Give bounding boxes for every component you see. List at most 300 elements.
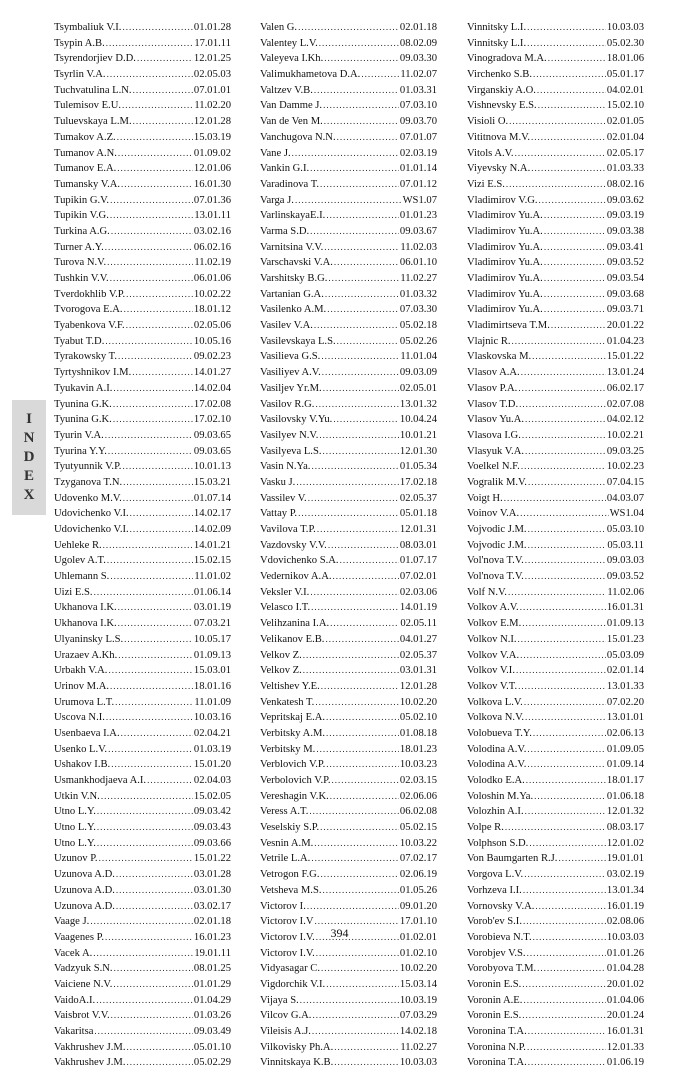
author-name: Uhlemann S.: [54, 571, 110, 583]
index-entry: [260, 961, 437, 977]
index-entry: [260, 648, 437, 664]
dot-leader: [328, 538, 399, 554]
dot-leader: [127, 1040, 193, 1056]
dot-leader: [99, 851, 193, 867]
dot-leader: [548, 51, 606, 67]
abstract-code: 05.02.29: [193, 1057, 231, 1069]
abstract-code: 10.05.16: [193, 335, 231, 347]
index-entry: [467, 428, 644, 444]
abstract-code: 02.01.18: [399, 22, 437, 33]
dot-leader: [337, 130, 399, 146]
dot-leader: [130, 522, 193, 538]
index-entry: [260, 444, 437, 460]
index-entry: [54, 475, 231, 491]
abstract-code: 10.03.22: [399, 837, 437, 849]
dot-leader: [314, 836, 399, 852]
abstract-code: 05.02.26: [399, 335, 437, 347]
author-name: Voigt H.: [467, 492, 503, 504]
abstract-code: 12.01.25: [193, 53, 231, 65]
author-name: Tumakov A.Z.: [54, 131, 116, 143]
dot-leader: [337, 334, 399, 350]
author-name: Vaagenes P.: [54, 931, 105, 943]
index-entry: [54, 569, 231, 585]
author-name: Verbolovich V.P.: [260, 775, 331, 786]
author-name: Veksler V.I.: [260, 586, 310, 598]
index-tab-letter: I: [26, 411, 32, 427]
index-entry: [467, 726, 644, 742]
index-entry: [467, 789, 644, 805]
author-name: Tupikin V.G.: [54, 210, 109, 222]
abstract-code: 18.01.16: [193, 680, 231, 692]
abstract-code: 07.01.12: [399, 178, 437, 190]
index-entry: [54, 600, 231, 616]
author-name: Uizi E.S.: [54, 586, 93, 598]
author-name: Vititnova M.V.: [467, 131, 531, 143]
dot-leader: [528, 1055, 606, 1071]
dot-leader: [527, 946, 606, 962]
author-name: Vakhrushev J.M.: [54, 1041, 126, 1053]
abstract-code: 02.07.08: [606, 398, 644, 410]
author-name: Vavilova T.P.: [260, 524, 316, 535]
index-entry: [54, 36, 231, 52]
dot-leader: [311, 459, 398, 475]
abstract-code: 07.02.20: [606, 696, 644, 708]
abstract-code: 01.01.23: [399, 210, 437, 222]
index-entry: [54, 287, 231, 303]
abstract-code: 09.02.23: [193, 351, 231, 363]
index-entry: [54, 663, 231, 679]
index-entry: [260, 993, 437, 1009]
author-name: Volkov V.A.: [467, 649, 520, 661]
index-entry: [54, 255, 231, 271]
dot-leader: [133, 83, 193, 99]
author-name: Vetrogon F.G.: [260, 869, 320, 881]
index-entry: [467, 381, 644, 397]
abstract-code: 09.03.68: [606, 288, 644, 300]
author-name: Vlasov A.A.: [467, 367, 520, 379]
author-name: Tyutyunnik V.P.: [54, 461, 122, 473]
author-name: Vigdorchik V.I.: [260, 978, 326, 990]
index-entry: [54, 1024, 231, 1040]
index-column-1: [54, 20, 231, 1071]
abstract-code: 10.03.19: [399, 994, 437, 1006]
author-name: Tupikin G.V.: [54, 194, 110, 206]
abstract-code: 09.03.09: [399, 367, 437, 379]
author-name: Vassilev V.: [260, 492, 307, 504]
author-name: Tyunina G.K.: [54, 414, 112, 426]
abstract-code: 09.03.65: [193, 429, 231, 441]
author-name: Tsyrlin V.A.: [54, 69, 106, 81]
abstract-code: 15.01.22: [193, 853, 231, 865]
author-name: Vinnitsky L.I.: [467, 22, 527, 33]
author-name: Vasiljev Yr.M.: [260, 382, 322, 394]
index-entry: [260, 804, 437, 820]
author-name: Vasilenko A.M.: [260, 304, 327, 316]
index-entry: [467, 208, 644, 224]
abstract-code: 01.03.19: [193, 743, 231, 755]
abstract-code: 09.03.30: [399, 53, 437, 65]
dot-leader: [296, 475, 399, 491]
abstract-code: 01.05.26: [399, 884, 437, 896]
author-name: Tumansky V.A.: [54, 178, 121, 190]
dot-leader: [544, 287, 606, 303]
dot-leader: [321, 961, 399, 977]
author-name: Vasilyeva L.S.: [260, 445, 322, 457]
index-entry: [467, 773, 644, 789]
author-name: Urinov M.A.: [54, 680, 110, 692]
dot-leader: [544, 255, 606, 271]
abstract-code: 19.01.01: [606, 853, 644, 865]
abstract-code: 02.05.01: [399, 382, 437, 394]
author-name: Victorov I.V.: [260, 931, 315, 943]
index-entry: [54, 836, 231, 852]
index-entry: [260, 224, 437, 240]
dot-leader: [323, 883, 399, 899]
index-entry: [54, 444, 231, 460]
dot-leader: [321, 349, 399, 365]
abstract-code: 06.02.17: [606, 382, 644, 394]
dot-leader: [115, 695, 193, 711]
index-entry: [54, 114, 231, 130]
dot-leader: [123, 491, 193, 507]
dot-leader: [538, 98, 606, 114]
author-name: Veselskiy S.P.: [260, 822, 320, 834]
index-entry: [467, 491, 644, 507]
abstract-code: 15.02.05: [193, 790, 231, 802]
author-name: Vorgova L.V.: [467, 869, 524, 881]
author-name: Venkatesh T.: [260, 696, 315, 708]
abstract-code: 03.01.31: [399, 665, 437, 677]
dot-leader: [551, 318, 606, 334]
abstract-code: 16.01.31: [606, 602, 644, 614]
abstract-code: 14.02.17: [193, 508, 231, 520]
index-entry: [467, 36, 644, 52]
abstract-code: 08.02.16: [606, 178, 644, 190]
dot-leader: [113, 397, 193, 413]
dot-leader: [113, 977, 193, 993]
author-name: Uzunova A.D.: [54, 869, 115, 881]
index-entry: [467, 946, 644, 962]
dot-leader: [124, 302, 193, 318]
dot-leader: [116, 883, 193, 899]
index-tab-letter: D: [23, 449, 35, 465]
author-name: Voelkel N.F.: [467, 461, 520, 473]
dot-leader: [332, 773, 399, 789]
abstract-code: 07.03.29: [399, 1010, 437, 1022]
index-entry: [260, 1040, 437, 1056]
abstract-code: 13.01.33: [606, 680, 644, 692]
abstract-code: 09.03.42: [193, 806, 231, 818]
dot-leader: [110, 271, 193, 287]
author-name: Voronina T.A.: [467, 1057, 527, 1069]
dot-leader: [295, 193, 402, 209]
abstract-code: 02.05.37: [399, 649, 437, 661]
author-name: Vdovichenko S.A.: [260, 555, 339, 567]
index-entry: [467, 616, 644, 632]
abstract-code: 07.04.15: [606, 476, 644, 488]
index-entry: [467, 20, 644, 36]
index-entry: [260, 1055, 437, 1071]
abstract-code: 08.02.09: [399, 37, 437, 49]
index-entry: [260, 585, 437, 601]
dot-leader: [506, 177, 606, 193]
index-entry: [260, 616, 437, 632]
abstract-code: 05.02.10: [399, 712, 437, 724]
dot-leader: [334, 1055, 399, 1071]
author-name: Valtzev V.B.: [260, 84, 313, 96]
dot-leader: [528, 538, 607, 554]
author-name: Volkova L.V.: [467, 696, 523, 708]
author-name: Vacek A.: [54, 947, 93, 959]
abstract-code: 11.02.27: [400, 1041, 437, 1053]
index-tab-letter: N: [23, 430, 35, 446]
abstract-code: 02.03.06: [399, 586, 437, 598]
index-entry: [467, 1055, 644, 1071]
abstract-code: 09.03.52: [606, 571, 644, 583]
author-name: Uehleke R.: [54, 539, 102, 551]
author-name: Usenko L.V.: [54, 743, 108, 755]
author-name: Velkov Z.: [260, 649, 302, 661]
index-entry: [467, 365, 644, 381]
abstract-code: 09.03.62: [606, 194, 644, 206]
index-entry: [260, 820, 437, 836]
dot-leader: [315, 695, 399, 711]
author-name: Tulemisov E.U.: [54, 100, 122, 112]
abstract-code: 11.02.07: [400, 69, 437, 81]
index-entry: [54, 98, 231, 114]
dot-leader: [118, 648, 193, 664]
author-name: Vankin G.I.: [260, 163, 310, 175]
index-entry: [54, 961, 231, 977]
index-entry: [260, 412, 437, 428]
abstract-code: 11.01.09: [194, 696, 231, 708]
index-entry: [467, 397, 644, 413]
abstract-code: 05.01.10: [193, 1041, 231, 1053]
abstract-code: 02.05.11: [400, 618, 437, 630]
author-name: Van Damme J.: [260, 100, 323, 112]
author-name: Veltishev Y.E.: [260, 680, 320, 692]
dot-leader: [121, 177, 193, 193]
dot-leader: [525, 710, 606, 726]
index-entry: [260, 36, 437, 52]
author-name: Vereshagin V.K.: [260, 790, 329, 802]
abstract-code: 15.01.23: [606, 633, 644, 645]
index-entry: [260, 726, 437, 742]
abstract-code: 18.01.12: [193, 304, 231, 316]
index-entry: [54, 365, 231, 381]
abstract-code: 01.04.06: [606, 994, 644, 1006]
dot-leader: [324, 51, 399, 67]
index-entry: [54, 334, 231, 350]
author-name: Velkov Z.: [260, 665, 302, 677]
author-name: Tyurin V.A.: [54, 429, 104, 441]
index-entry: [467, 867, 644, 883]
dot-leader: [322, 365, 399, 381]
index-entry: [54, 851, 231, 867]
index-entry: [260, 67, 437, 83]
abstract-code: 10.02.23: [606, 461, 644, 473]
abstract-code: WS1.04: [609, 508, 644, 520]
index-entry: [467, 193, 644, 209]
abstract-code: 08.01.25: [193, 963, 231, 975]
index-entry: [54, 977, 231, 993]
abstract-code: 10.04.24: [399, 414, 437, 426]
index-entry: [260, 334, 437, 350]
abstract-code: 10.03.23: [399, 759, 437, 771]
index-entry: [54, 804, 231, 820]
dot-leader: [298, 20, 399, 36]
author-name: Vakhrushev J.M.: [54, 1057, 126, 1069]
index-entry: [54, 130, 231, 146]
author-name: Volkova N.V.: [467, 712, 524, 724]
index-entry: [467, 506, 644, 522]
author-name: Tzyganova T.N.: [54, 476, 123, 488]
index-entry: [467, 695, 644, 711]
abstract-code: 16.01.31: [606, 1026, 644, 1037]
dot-leader: [111, 224, 193, 240]
author-name: Vakaritsa: [54, 1026, 94, 1037]
dot-leader: [340, 553, 399, 569]
dot-leader: [123, 475, 193, 491]
dot-leader: [105, 334, 193, 350]
dot-leader: [307, 899, 399, 915]
dot-leader: [105, 428, 193, 444]
abstract-code: 17.02.18: [399, 476, 437, 488]
author-name: Vogralik M.V.: [467, 476, 527, 488]
author-name: Victorov I.V: [260, 916, 314, 928]
dot-leader: [147, 773, 193, 789]
index-entry: [260, 1024, 437, 1040]
dot-leader: [521, 365, 606, 381]
index-entry: [54, 679, 231, 695]
dot-leader: [103, 538, 193, 554]
abstract-code: 10.02.20: [399, 963, 437, 975]
dot-leader: [323, 444, 399, 460]
index-entry: [467, 83, 644, 99]
index-entry: [467, 1024, 644, 1040]
abstract-code: 01.02.10: [399, 947, 437, 959]
abstract-code: 10.03.16: [193, 712, 231, 724]
author-name: Tsyrendorjiev D.D.: [54, 53, 136, 65]
author-name: Vojvodic J.M.: [467, 539, 527, 551]
abstract-code: 06.02.08: [399, 806, 437, 818]
author-name: Udovichenko V.I.: [54, 524, 129, 535]
index-entry: [260, 349, 437, 365]
dot-leader: [527, 1040, 606, 1056]
abstract-code: 07.03.21: [193, 618, 231, 630]
author-name: Vol'nova T.V.: [467, 571, 524, 583]
dot-leader: [523, 883, 606, 899]
author-name: Vladimirov Yu.A.: [467, 241, 543, 253]
abstract-code: 02.08.06: [606, 916, 644, 928]
author-name: Vornovsky V.A.: [467, 900, 535, 912]
author-name: Varga J.: [260, 194, 294, 206]
author-name: Voinov V.A.: [467, 508, 520, 520]
dot-leader: [94, 585, 193, 601]
index-entry: [260, 177, 437, 193]
dot-leader: [518, 632, 606, 648]
author-name: VaidoA.I.: [54, 994, 96, 1006]
dot-leader: [326, 710, 399, 726]
dot-leader: [320, 177, 399, 193]
dot-leader: [327, 302, 399, 318]
author-name: Turner A.Y.: [54, 241, 104, 253]
index-entry: [260, 381, 437, 397]
index-entry: [54, 899, 231, 915]
dot-leader: [312, 1008, 398, 1024]
author-name: Vladimirov Yu.A.: [467, 210, 543, 222]
abstract-code: 09.03.71: [606, 304, 644, 316]
author-name: Vlasova I.G.: [467, 429, 521, 441]
author-name: Vladimirov V.G.: [467, 194, 538, 206]
index-entry: [54, 522, 231, 538]
abstract-code: 04.02.01: [606, 84, 644, 96]
abstract-code: 06.01.10: [399, 257, 437, 269]
index-entry: [260, 161, 437, 177]
author-name: Vartanian G.A.: [260, 288, 324, 300]
abstract-code: 16.01.30: [193, 178, 231, 190]
author-name: Verblovich V.P.: [260, 759, 326, 771]
index-entry: [260, 114, 437, 130]
index-entry: [467, 836, 644, 852]
dot-leader: [316, 946, 399, 962]
dot-leader: [110, 679, 193, 695]
author-name: Voloshin M.Ya.: [467, 790, 534, 802]
abstract-code: 01.05.34: [399, 461, 437, 473]
dot-leader: [334, 255, 399, 271]
abstract-code: 08.03.01: [399, 539, 437, 551]
abstract-code: 09.03.67: [399, 225, 437, 237]
abstract-code: 10.03.03: [606, 931, 644, 943]
dot-leader: [303, 648, 399, 664]
abstract-code: 12.01.32: [606, 806, 644, 818]
dot-leader: [520, 648, 606, 664]
author-name: Vorobjev V.S.: [467, 947, 526, 959]
dot-leader: [118, 349, 193, 365]
dot-leader: [118, 600, 193, 616]
abstract-code: 02.05.17: [606, 147, 644, 159]
dot-leader: [97, 820, 193, 836]
author-name: Ukhanova I.K.: [54, 618, 117, 630]
author-name: Utkin V.N.: [54, 790, 100, 802]
dot-leader: [326, 757, 399, 773]
abstract-code: 01.09.13: [606, 618, 644, 630]
abstract-code: 18.01.23: [399, 743, 437, 755]
abstract-code: 01.02.01: [399, 931, 437, 943]
index-entry: [467, 114, 644, 130]
abstract-code: 11.01.04: [400, 351, 437, 363]
index-entry: [260, 428, 437, 444]
author-name: Volobueva T.Y.: [467, 727, 532, 739]
abstract-code: 01.06.18: [606, 790, 644, 802]
abstract-code: 01.03.26: [193, 1010, 231, 1022]
dot-leader: [107, 553, 193, 569]
abstract-code: 09.03.25: [606, 445, 644, 457]
abstract-code: 02.03.15: [399, 775, 437, 786]
author-name: Volodina A.V.: [467, 743, 527, 755]
abstract-code: 02.01.18: [193, 916, 231, 928]
abstract-code: 10.01.13: [193, 461, 231, 473]
abstract-code: 02.04.21: [193, 727, 231, 739]
dot-leader: [107, 255, 193, 271]
index-entry: [54, 381, 231, 397]
abstract-code: 09.03.38: [606, 225, 644, 237]
author-name: Tsypin A.B.: [54, 37, 105, 49]
dot-leader: [533, 67, 606, 83]
author-name: Velasco I.T.: [260, 602, 311, 614]
author-name: Vaisbrot V.V.: [54, 1010, 110, 1022]
dot-leader: [300, 993, 399, 1009]
